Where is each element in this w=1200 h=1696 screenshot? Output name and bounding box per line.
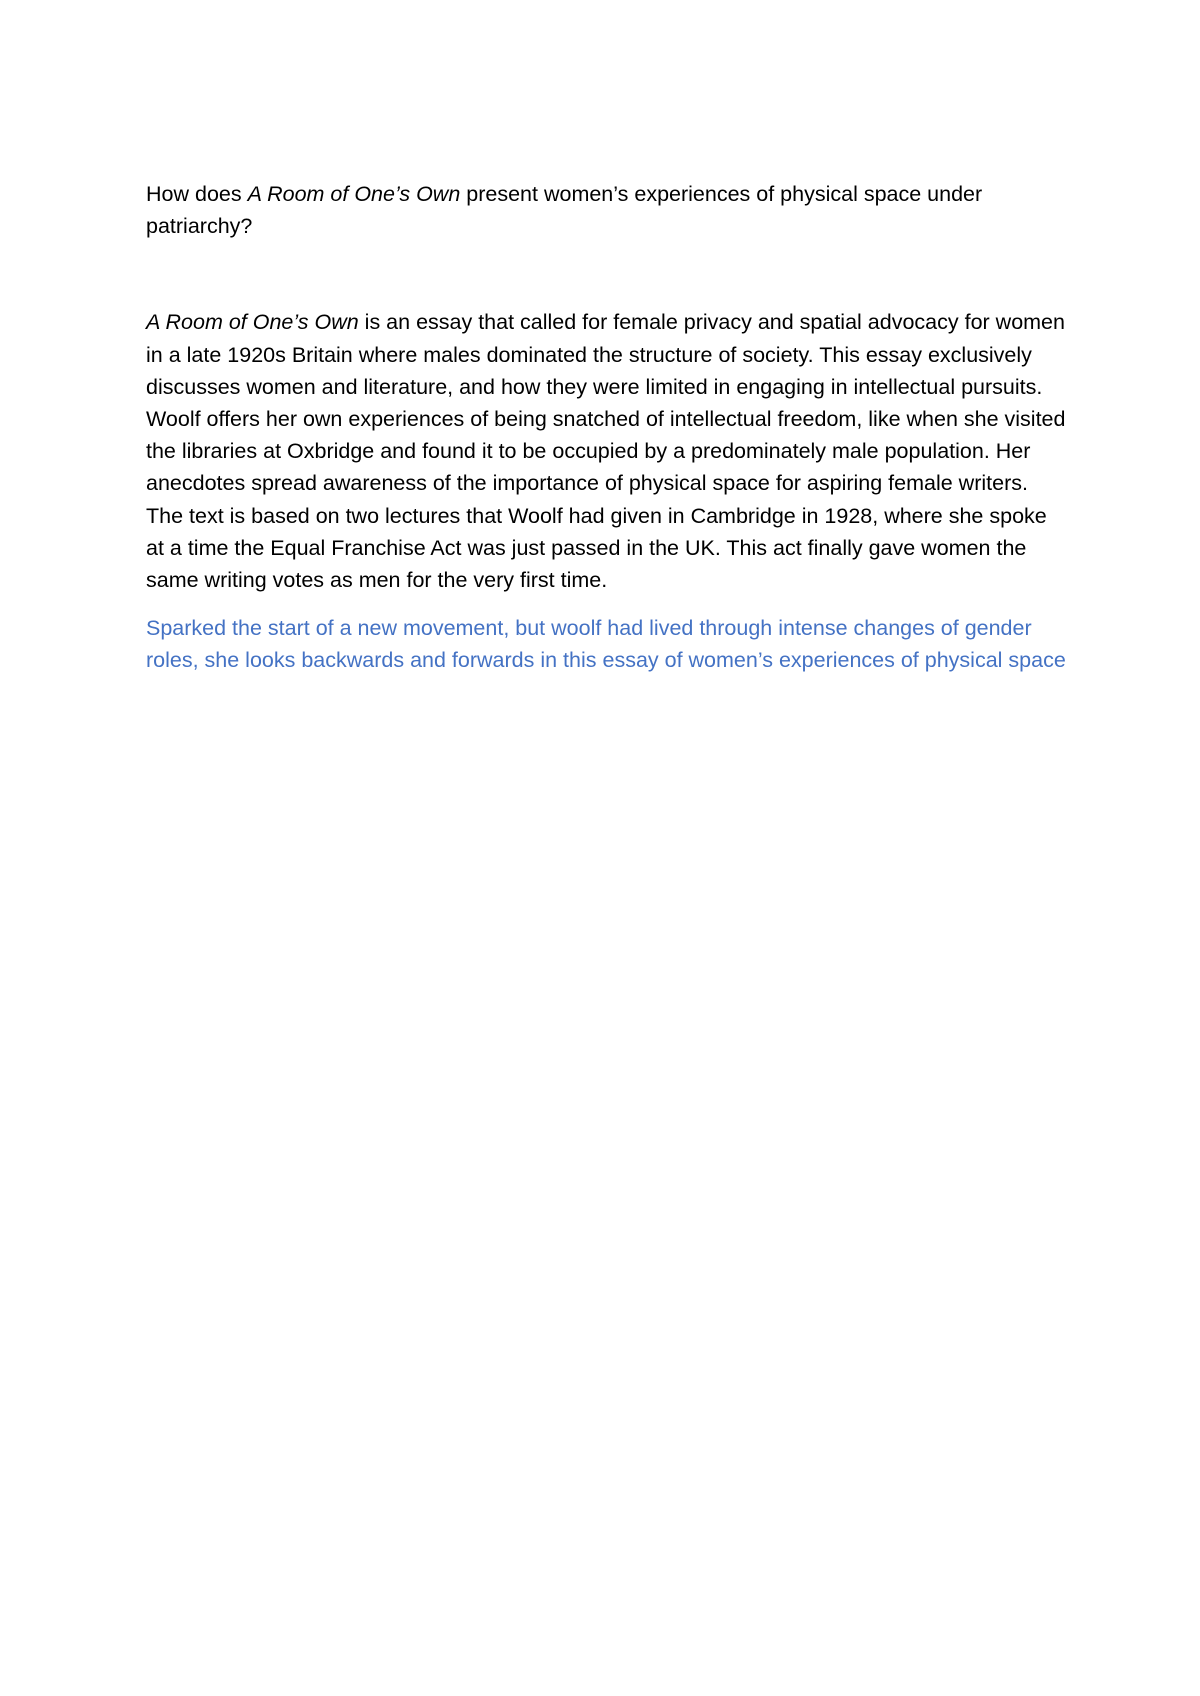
paragraph-book-title: A Room of One’s Own bbox=[146, 310, 359, 335]
question-suffix: present women’s experiences of physical space under patriarchy? bbox=[146, 182, 983, 239]
draft-note bbox=[146, 612, 1066, 676]
essay-paragraph bbox=[146, 306, 1066, 596]
document-body bbox=[146, 178, 1066, 677]
draft-note-text: Sparked the start of a new movement, but woolf had lived through intense changes of gender roles, she looks backwards and forwards in this essay of women’s experiences of physical space bbox=[146, 616, 1066, 673]
essay-question bbox=[146, 178, 1066, 242]
paragraph-text: is an essay that called for female privacy and spatial advocacy for women in a late 1920s Britain where males dominated the structure of society. This essay exclusively discusses women and literature, and how they were limited in engaging in intellectual pursuits. Woolf offers her own experiences of being snatched of intellectual freedom, like when she visited the libraries at Oxbridge and found it to be occupied by a predominately male population. Her anecdotes spread awareness of the importance of physical space for aspiring female writers. The text is based on two lectures that Woolf had given in Cambridge in 1928, where she spoke at a time the Equal Franchise Act was just passed in the UK. This act finally gave women the same writing votes as men for the very first time. bbox=[146, 310, 1066, 593]
question-prefix: How does bbox=[146, 182, 248, 206]
question-book-title: A Room of One’s Own bbox=[247, 182, 461, 206]
